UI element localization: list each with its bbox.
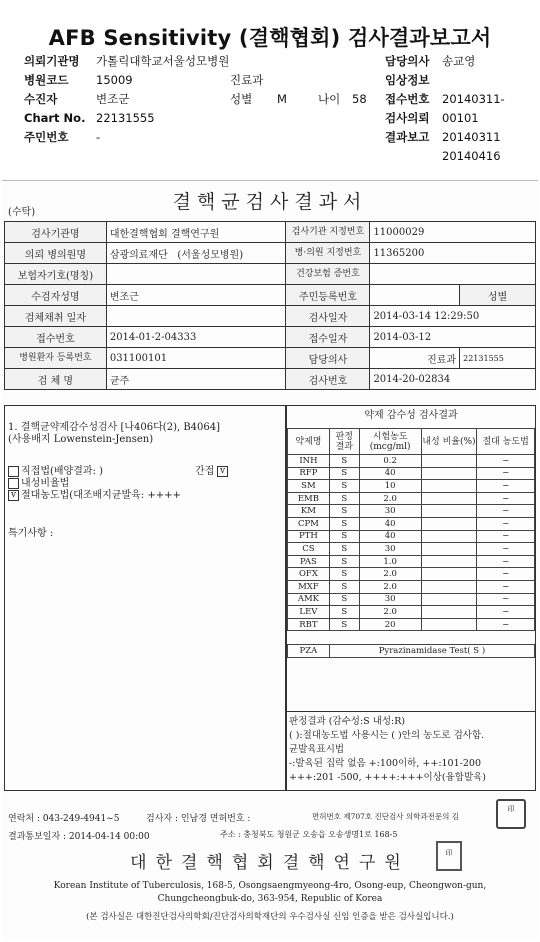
cell-label: 검사기관 지정번호	[286, 222, 370, 243]
table-cell: S	[329, 517, 359, 530]
clinical-value	[442, 71, 540, 90]
table-cell: 2.0	[359, 568, 421, 581]
table-cell	[421, 505, 477, 518]
table-cell: −	[477, 530, 535, 543]
cell-value: 11365200	[370, 243, 536, 264]
table-cell: 30	[359, 505, 421, 518]
table-cell: −	[477, 555, 535, 568]
table-cell: 2.0	[359, 492, 421, 505]
drug-table-caption: 약제 감수성 검사결과	[364, 410, 458, 421]
cell-value: 2014-03-14 12:29:50	[370, 306, 536, 327]
table-cell: −	[477, 606, 535, 619]
table-row	[288, 505, 535, 518]
license-note: 면허번호 제707호 진단검사 의학과전문의 김	[312, 812, 460, 821]
table-cell: 1.0	[359, 555, 421, 568]
table-row	[288, 606, 535, 619]
dept-label: 진료과	[230, 73, 264, 87]
cell-value: 22131555	[460, 348, 536, 369]
table-row	[288, 568, 535, 581]
table-cell: AMK	[288, 593, 330, 606]
report-title: AFB Sensitivity (결핵협회) 검사결과보고서	[48, 26, 492, 50]
official-seal-icon: 印	[436, 841, 462, 871]
cell-value: 2014-01-2-04333	[106, 327, 286, 348]
table-cell	[421, 555, 477, 568]
table-cell: S	[329, 467, 359, 480]
sex-value: M	[277, 92, 287, 106]
cell-label: 성별	[460, 285, 536, 306]
column-header: 절대 농도법	[477, 429, 535, 455]
cell-value	[370, 264, 536, 285]
cell-value	[106, 264, 286, 285]
table-cell: S	[329, 492, 359, 505]
cell-value	[370, 285, 460, 306]
request-value: 20140311	[442, 130, 501, 144]
column-header: 약제명	[288, 429, 330, 455]
table-cell: CPM	[288, 517, 330, 530]
organization-name: 대한결핵협회결핵연구원	[130, 853, 410, 873]
rrn-value: -	[96, 130, 101, 144]
table-row	[288, 492, 535, 505]
age-label: 나이	[318, 92, 341, 106]
info-left-labels	[24, 52, 85, 147]
table-cell: 2.0	[359, 606, 421, 619]
judgement-notes	[286, 711, 536, 788]
table-cell: LEV	[288, 606, 330, 619]
address-line: 주소 : 충청북도 청원군 오송읍 오송생명1로 168-5	[220, 830, 398, 839]
table-cell	[421, 568, 477, 581]
cell-value	[106, 243, 286, 264]
table-cell: KM	[288, 505, 330, 518]
doctor-value: 송교영	[442, 54, 476, 68]
cell-label: 병원환자 등록번호	[5, 348, 107, 369]
table-row	[5, 285, 536, 306]
table-header-row	[288, 429, 535, 455]
table-cell: −	[477, 593, 535, 606]
rrn-label: 주민번호	[24, 130, 69, 144]
chart-value: 22131555	[96, 111, 155, 125]
table-cell: MXF	[288, 580, 330, 593]
table-cell: 30	[359, 593, 421, 606]
form-title: 결핵균검사결과서	[172, 191, 368, 213]
pza-table	[287, 644, 535, 658]
cell-value	[106, 306, 286, 327]
cell-value: 2014-03-12	[370, 327, 536, 348]
table-cell	[421, 593, 477, 606]
table-row	[288, 480, 535, 493]
cell-value: 균주	[106, 369, 286, 390]
cell-label: 병·의원 지정번호	[286, 243, 370, 264]
hospital-code-label: 병원코드	[24, 73, 69, 87]
judgement-line: 균발육표시법	[289, 744, 345, 755]
table-cell: 40	[359, 467, 421, 480]
table-cell: 30	[359, 543, 421, 556]
cell-value: 11000029	[370, 222, 536, 243]
table-row	[288, 455, 535, 468]
cell-label: 접수번호	[5, 327, 107, 348]
judgement-line: ( ):절대농도법 사용시는 ( )안의 농도로 검사함.	[289, 730, 485, 741]
table-cell	[421, 480, 477, 493]
table-cell: 40	[359, 517, 421, 530]
table-cell	[421, 606, 477, 619]
cell-value: 2014-20-02834	[370, 369, 536, 390]
cell-label: 검사기관명	[5, 222, 107, 243]
column-header: 판정 결과	[329, 429, 359, 455]
table-cell: 2.0	[359, 580, 421, 593]
table-row	[5, 264, 536, 285]
judgement-line: -:발육된 집락 없음 +:100이하, ++:101-200	[289, 758, 481, 769]
direct-checkbox[interactable]	[8, 466, 19, 477]
table-cell	[421, 543, 477, 556]
table-cell: S	[329, 606, 359, 619]
table-row	[288, 645, 535, 658]
absolute-checkbox[interactable]: v	[8, 490, 19, 501]
indirect-checkbox[interactable]: v	[217, 466, 228, 477]
judgement-line: +++:201 -500, ++++:+++이상(융합발육)	[289, 772, 487, 783]
examiner-line: 검사자 : 인남경 면허번호 :	[146, 814, 251, 824]
doctor-label: 담당의사	[385, 54, 430, 68]
table-cell: OFX	[288, 568, 330, 581]
table-cell	[421, 492, 477, 505]
report-value: 20140416	[442, 149, 501, 163]
age-value: 58	[352, 92, 367, 106]
table-cell: −	[477, 492, 535, 505]
table-cell: S	[329, 618, 359, 631]
table-cell: −	[477, 517, 535, 530]
req-inst-extra: (서울성모병원)	[177, 249, 244, 261]
report-date-line: 결과통보일자 : 2014-04-14 00:00	[8, 832, 150, 842]
cell-label: 검사일자	[286, 306, 370, 327]
remarks-label: 특기사항 :	[8, 528, 54, 539]
drug-table	[287, 428, 535, 631]
cell-value: 대한결핵협회 결핵연구원	[106, 222, 286, 243]
info-left-values	[96, 52, 229, 147]
certification-note: (본 검사실은 대한진단검사의학회/진단검사의학재단의 우수검사실 신임 인증을 받은 검사실입니다.)	[86, 912, 454, 922]
method-absolute: 절대농도법(대조배지균발육: ++++	[21, 490, 181, 501]
cell-label: 검체채취 일자	[5, 306, 107, 327]
table-cell: PTH	[288, 530, 330, 543]
table-cell: −	[477, 618, 535, 631]
sex-label: 성별	[230, 92, 253, 106]
patient-value: 변조군	[96, 92, 130, 106]
table-cell: 10	[359, 480, 421, 493]
table-cell	[421, 467, 477, 480]
table-row	[288, 555, 535, 568]
receipt-label: 접수번호	[385, 92, 430, 106]
table-cell: S	[329, 543, 359, 556]
table-row	[5, 348, 536, 369]
table-cell: −	[477, 543, 535, 556]
table-row	[5, 222, 536, 243]
table-row	[288, 517, 535, 530]
cell-label: 담당의사	[286, 348, 370, 369]
institution-label: 의뢰기관명	[24, 54, 80, 68]
cell-value: 진료과	[370, 348, 460, 369]
table-cell: S	[329, 568, 359, 581]
table-row	[288, 593, 535, 606]
table-cell: S	[329, 455, 359, 468]
cell-label: 수검자성명	[5, 285, 107, 306]
test-line-2: (사용배지 Lowenstein-Jensen)	[8, 434, 154, 445]
table-cell	[421, 618, 477, 631]
test-method-box	[4, 405, 286, 791]
table-cell: S	[329, 530, 359, 543]
method-proportion: 내성비율법	[21, 478, 70, 489]
table-cell: 0.2	[359, 455, 421, 468]
table-cell: CS	[288, 543, 330, 556]
org-en-line-2: Chungcheongbuk-do, 363-954, Republic of Korea	[157, 894, 383, 904]
cell-value: 031100101	[106, 348, 286, 369]
clinical-label: 임상정보	[385, 73, 430, 87]
table-cell	[421, 530, 477, 543]
table-row	[5, 306, 536, 327]
cell-label: 검사번호	[286, 369, 370, 390]
pza-value: Pyrazinamidase Test( S )	[329, 645, 534, 658]
receipt-value: 20140311-00101	[442, 92, 505, 125]
table-row	[5, 327, 536, 348]
method-indirect: 간접	[195, 466, 215, 477]
table-cell: SM	[288, 480, 330, 493]
cell-label: 보험자기호(명칭)	[5, 264, 107, 285]
institution-value: 가톨릭대학교서울성모병원	[96, 54, 230, 68]
cell-label: 주민등록번호	[286, 285, 370, 306]
table-row	[288, 618, 535, 631]
table-row	[288, 530, 535, 543]
table-cell: S	[329, 555, 359, 568]
patient-label: 수진자	[24, 92, 58, 106]
receiver-note: (수탁)	[8, 207, 36, 218]
table-cell: RFP	[288, 467, 330, 480]
table-cell: EMB	[288, 492, 330, 505]
table-cell: RBT	[288, 618, 330, 631]
org-en-line-1: Korean Institute of Tuberculosis, 168-5, Osongsaengmyeong-4ro, Osong-eup, Cheongwon-gun,	[53, 881, 487, 891]
cell-value: 변조근	[106, 285, 286, 306]
test-line-1: 1. 결핵균약제감수성검사 [나406다(2), B4064]	[8, 422, 221, 433]
table-cell	[421, 580, 477, 593]
table-row	[5, 243, 536, 264]
request-label: 검사의뢰	[385, 111, 430, 125]
table-row	[288, 467, 535, 480]
table-cell: 40	[359, 530, 421, 543]
scanned-result-form	[2, 180, 538, 940]
column-header: 시험농도 (mcg/ml)	[359, 429, 421, 455]
cell-label: 의뢰 병의원명	[5, 243, 107, 264]
table-row	[288, 580, 535, 593]
hospital-code-value: 15009	[96, 73, 133, 87]
info-right-values	[442, 52, 540, 166]
table-cell: S	[329, 480, 359, 493]
table-row	[5, 369, 536, 390]
cell-label: 건강보험 증번호	[286, 264, 370, 285]
seal-stamp-icon: 印	[496, 799, 526, 829]
table-cell: −	[477, 568, 535, 581]
info-right-labels	[385, 52, 429, 147]
chart-label: Chart No.	[24, 111, 86, 125]
cell-label: 검 체 명	[5, 369, 107, 390]
table-cell: PAS	[288, 555, 330, 568]
method-direct: 직접법(배양결과: )	[21, 466, 103, 477]
report-label: 결과보고	[385, 130, 430, 144]
table-cell: −	[477, 455, 535, 468]
table-cell: −	[477, 580, 535, 593]
proportion-checkbox[interactable]	[8, 478, 19, 489]
form-header-table	[4, 221, 536, 390]
table-cell	[421, 455, 477, 468]
table-cell: S	[329, 580, 359, 593]
req-inst-value: 삼광의료재단	[109, 249, 168, 261]
table-row	[288, 543, 535, 556]
table-cell: INH	[288, 455, 330, 468]
table-cell: −	[477, 480, 535, 493]
table-cell	[421, 517, 477, 530]
cell-label: 접수일자	[286, 327, 370, 348]
column-header: 내성 비율(%)	[421, 429, 477, 455]
table-cell: S	[329, 505, 359, 518]
judgement-line: 판정결과 (감수성:S 내성:R)	[289, 716, 406, 727]
table-cell: 20	[359, 618, 421, 631]
contact-line: 연락처 : 043-249-4941~5	[8, 814, 120, 824]
pza-label: PZA	[288, 645, 330, 658]
table-cell: −	[477, 467, 535, 480]
table-cell: −	[477, 505, 535, 518]
table-cell: S	[329, 593, 359, 606]
